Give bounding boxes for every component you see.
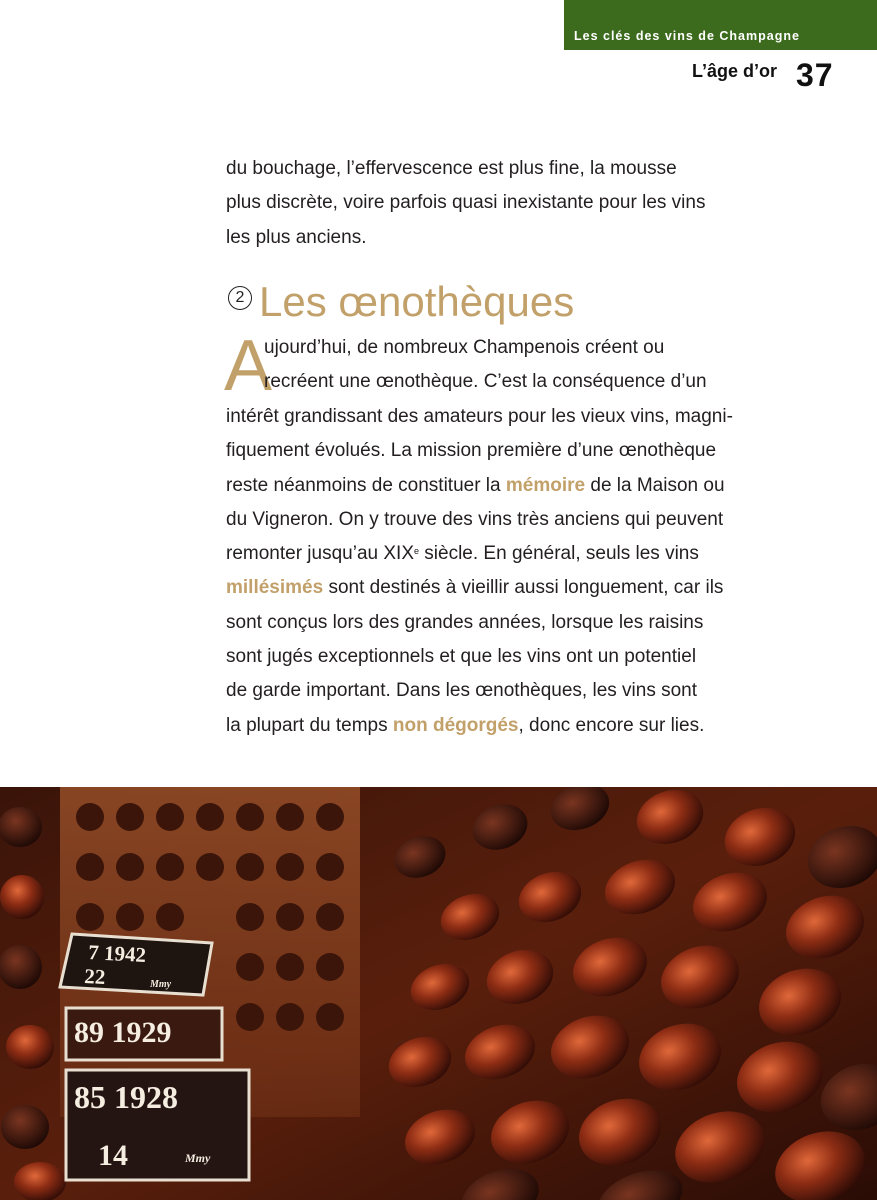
drop-cap: A: [224, 326, 273, 406]
cellar-photo-illustration: [0, 787, 877, 1200]
drop-cap-lines: [264, 331, 707, 400]
body-paragraph: [226, 400, 786, 743]
page-number: 37: [796, 57, 834, 93]
text-line: intérêt grandissant des amateurs pour les vieux vins, magni-: [226, 406, 733, 427]
keyword-non-degorges: non dégorgés: [392, 714, 519, 736]
plate-1942-signature: Mmy: [150, 979, 172, 990]
cellar-photo: [0, 787, 877, 1200]
section-number-badge: 2: [228, 286, 252, 310]
text-line: de garde important. Dans les œnothèques, les vins sont: [226, 680, 698, 702]
intro-paragraph: [226, 152, 786, 255]
text-line: les plus anciens.: [226, 226, 367, 248]
text-line: sont conçus lors des grandes années, lorsque les raisins: [226, 611, 704, 633]
plate-1942-bottom: 22: [83, 964, 106, 990]
plate-1942-top: 7 1942: [87, 940, 147, 968]
section-heading: Les œnothèques: [259, 278, 575, 325]
plate-1928-bottom: 14: [98, 1139, 128, 1172]
plate-1929-text: 89 1929: [74, 1016, 172, 1049]
vintage-plate-1929: [66, 1008, 222, 1060]
text-line: plus discrète, voire parfois quasi inexistante pour les vins: [226, 192, 706, 214]
header-divider: [564, 50, 877, 52]
plate-1928-signature: Mmy: [185, 1151, 211, 1165]
chapter-title: L’âge d’or: [691, 61, 777, 81]
text-line: millésimés sont destinés à vieillir aussi longuement, car ils: [226, 577, 724, 599]
plate-1928-top: 85 1928: [74, 1079, 178, 1115]
text-line: ujourd’hui, de nombreux Champenois créent ou: [264, 337, 665, 358]
text-line: reste néanmoins de constituer la mémoire de la Maison ou: [226, 474, 725, 496]
keyword-millesimes: millésimés: [226, 577, 324, 599]
text-line: du bouchage, l’effervescence est plus fine, la mousse: [226, 158, 677, 179]
text-line: sont jugés exceptionnels et que les vins ont un potentiel: [226, 646, 697, 668]
text-line: fiquement évolués. La mission première d’une œnothèque: [226, 440, 717, 462]
text-line: recréent une œnothèque. C’est la conséquence d’un: [264, 371, 707, 393]
text-line: du Vigneron. On y trouve des vins très anciens qui peuvent: [226, 508, 724, 530]
vintage-plate-1928: [66, 1070, 249, 1180]
vintage-plate-1942: [60, 934, 212, 995]
text-line: remonter jusqu’au XIXe siècle. En général, seuls les vins: [226, 543, 699, 565]
book-title: Les clés des vins de Champagne: [574, 29, 800, 43]
keyword-memoire: mémoire: [505, 474, 586, 496]
text-line: la plupart du temps non dégorgés, donc encore sur lies.: [226, 714, 705, 736]
